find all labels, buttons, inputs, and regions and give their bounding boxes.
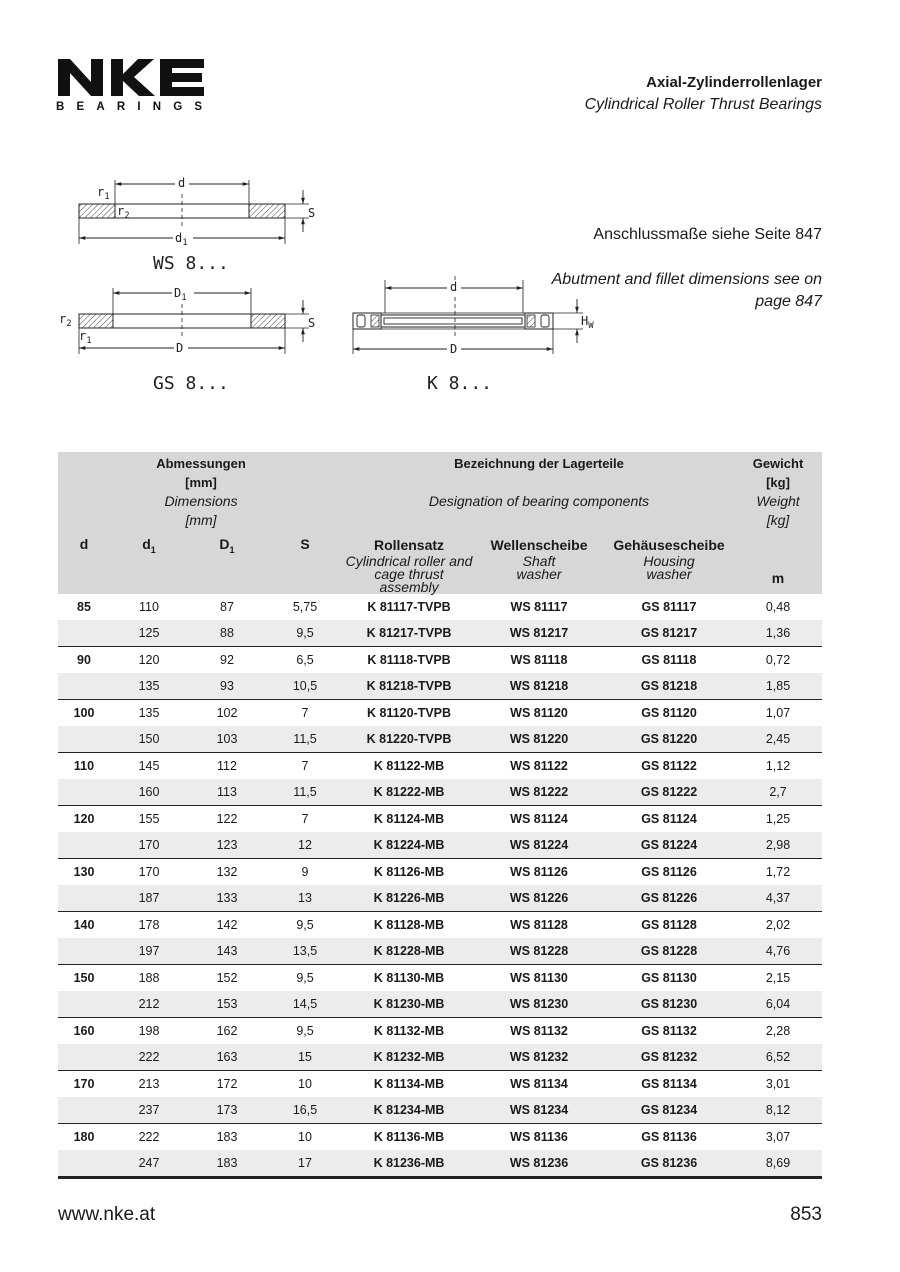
col-d1-cell: 178: [110, 912, 188, 939]
col-rollensatz-header: [344, 530, 474, 594]
col-weight-cell: 6,04: [734, 991, 822, 1018]
col-rollensatz-cell: K 81234-MB: [344, 1097, 474, 1124]
col-D1-cell: 132: [188, 859, 266, 886]
table-row: [58, 1071, 822, 1098]
col-rollensatz-cell: K 81130-MB: [344, 965, 474, 992]
nke-logo-mark: [56, 56, 206, 98]
col-wellenscheibe-cell: WS 81217: [474, 620, 604, 647]
svg-text:r1: [97, 185, 110, 202]
col-s-cell: 17: [266, 1150, 344, 1178]
table-row: [58, 832, 822, 859]
col-d-cell: 120: [58, 806, 110, 833]
col-d-cell: [58, 832, 110, 859]
ws-r1-label: r: [97, 185, 105, 199]
col-rollensatz-cell: K 81120-TVPB: [344, 700, 474, 727]
logo-subtitle: BEARINGS: [56, 101, 215, 113]
k-roller-band: [381, 315, 525, 327]
col-rollensatz-cell: K 81222-MB: [344, 779, 474, 806]
col-D1-cell: 113: [188, 779, 266, 806]
col-gehausescheibe-cell: GS 81136: [604, 1124, 734, 1151]
col-D1-cell: 152: [188, 965, 266, 992]
col-d-cell: [58, 885, 110, 912]
col-s-cell: 5,75: [292, 600, 318, 614]
col-gehausescheibe-header: [604, 530, 734, 594]
weight-de-unit: [kg]: [766, 475, 790, 490]
col-d1-cell: 198: [110, 1018, 188, 1045]
col-wellenscheibe-cell: WS 81230: [474, 991, 604, 1018]
col-gehausescheibe-cell: GS 81217: [604, 620, 734, 647]
col-s-cell: 9,5: [266, 965, 344, 992]
col-D1-cell: 163: [188, 1044, 266, 1071]
wellenscheibe-de: Wellenscheibe: [490, 537, 588, 553]
k-roller-assembly-drawing: [353, 276, 594, 394]
table-row: [58, 912, 822, 939]
col-wellenscheibe-cell: WS 81126: [474, 859, 604, 886]
gs-washer-hatch-left: [79, 314, 113, 328]
col-wellenscheibe-cell: WS 81220: [474, 726, 604, 753]
table-row: [58, 700, 822, 727]
ws-d1-subscript: 1: [182, 238, 188, 248]
col-d1-cell: 135: [110, 700, 188, 727]
col-rollensatz-cell: K 81118-TVPB: [344, 647, 474, 674]
col-s-cell: 7: [266, 753, 344, 780]
col-rollensatz-cell: K 81136-MB: [344, 1124, 474, 1151]
dimensions-de: Abmessungen: [156, 456, 246, 471]
col-d-cell: 130: [58, 859, 110, 886]
col-d-cell: [58, 1097, 110, 1124]
col-wellenscheibe-cell: WS 81224: [474, 832, 604, 859]
col-rollensatz-cell: K 81128-MB: [344, 912, 474, 939]
col-D1-header: [188, 530, 266, 594]
col-s-cell: 9: [266, 859, 344, 886]
col-rollensatz-cell: K 81230-MB: [344, 991, 474, 1018]
col-gehausescheibe-cell: GS 81232: [604, 1044, 734, 1071]
col-d-cell: 170: [58, 1071, 110, 1098]
col-weight-cell: 2,45: [734, 726, 822, 753]
col-S-header: S: [266, 530, 344, 594]
col-wellenscheibe-cell: WS 81128: [474, 912, 604, 939]
col-rollensatz-cell: K 81226-MB: [344, 885, 474, 912]
col-d1-label: d: [142, 536, 151, 552]
col-d-cell: 90: [58, 647, 110, 674]
col-d-cell: 110: [58, 753, 110, 780]
col-weight-cell: 8,69: [734, 1150, 822, 1178]
table-row: [58, 620, 822, 647]
col-weight-cell: 0,48: [765, 600, 791, 614]
col-gehausescheibe-cell: GS 81228: [604, 938, 734, 965]
col-rollensatz-cell: K 81228-MB: [344, 938, 474, 965]
ws-r2-label: r: [117, 204, 125, 218]
col-wellenscheibe-cell: WS 81136: [474, 1124, 604, 1151]
col-wellenscheibe-cell: WS 81232: [474, 1044, 604, 1071]
col-wellenscheibe-cell: WS 81124: [474, 806, 604, 833]
dimensions-group-header: [58, 452, 344, 530]
col-weight-cell: 1,07: [734, 700, 822, 727]
col-gehausescheibe-cell: GS 81122: [604, 753, 734, 780]
gs-r2-subscript: 2: [66, 319, 72, 329]
table-row: [58, 779, 822, 806]
gs-housing-washer-drawing: [59, 285, 315, 394]
col-d1-cell: 160: [110, 779, 188, 806]
table-row: [58, 885, 822, 912]
col-D1-cell: 123: [188, 832, 266, 859]
col-d1-subscript: 1: [150, 544, 156, 555]
table-row: [58, 1124, 822, 1151]
col-weight-cell: 0,72: [734, 647, 822, 674]
col-D1-cell: 142: [188, 912, 266, 939]
col-rollensatz-cell: K 81126-MB: [344, 859, 474, 886]
col-wellenscheibe-cell: WS 81118: [474, 647, 604, 674]
col-weight-cell: 1,36: [734, 620, 822, 647]
col-d1-cell: 110: [139, 600, 159, 614]
col-s-cell: 9,5: [266, 620, 344, 647]
svg-text:r2: [59, 312, 72, 329]
col-d1-cell: 237: [110, 1097, 188, 1124]
col-weight-cell: 8,12: [734, 1097, 822, 1124]
table-row: [58, 965, 822, 992]
col-rollensatz-cell: K 81134-MB: [344, 1071, 474, 1098]
gs-D-label: D: [176, 341, 184, 355]
table-row: [58, 1018, 822, 1045]
gs-caption: GS 8...: [153, 373, 229, 394]
gs-D1-subscript: 1: [181, 293, 187, 303]
col-weight-cell: 1,25: [734, 806, 822, 833]
col-wellenscheibe-cell: WS 81117: [510, 600, 568, 614]
ws-r1-subscript: 1: [104, 192, 110, 202]
col-gehausescheibe-cell: GS 81236: [604, 1150, 734, 1178]
col-gehausescheibe-cell: GS 81132: [604, 1018, 734, 1045]
col-D1-cell: 92: [188, 647, 266, 674]
col-d-cell: 180: [58, 1124, 110, 1151]
table-row: [58, 1097, 822, 1124]
col-weight-cell: 1,85: [734, 673, 822, 700]
col-D1-cell: 112: [188, 753, 266, 780]
col-d-cell: 100: [58, 700, 110, 727]
svg-text:r1: [79, 329, 92, 346]
col-gehausescheibe-cell: GS 81226: [604, 885, 734, 912]
col-gehausescheibe-cell: GS 81126: [604, 859, 734, 886]
col-gehausescheibe-cell: GS 81117: [641, 600, 697, 614]
col-wellenscheibe-cell: WS 81218: [474, 673, 604, 700]
col-gehausescheibe-cell: GS 81220: [604, 726, 734, 753]
col-weight-cell: 2,15: [734, 965, 822, 992]
col-D1-cell: 143: [188, 938, 266, 965]
col-s-cell: 12: [266, 832, 344, 859]
col-D1-cell: 172: [188, 1071, 266, 1098]
col-d1-cell: 188: [110, 965, 188, 992]
col-weight-cell: 2,7: [734, 779, 822, 806]
col-d1-cell: 222: [110, 1124, 188, 1151]
gs-s-label: S: [308, 316, 316, 330]
col-wellenscheibe-cell: WS 81132: [474, 1018, 604, 1045]
col-weight-cell: 6,52: [734, 1044, 822, 1071]
col-d1-cell: 187: [110, 885, 188, 912]
col-d1-cell: 213: [110, 1071, 188, 1098]
table-row: [58, 753, 822, 780]
col-D1-cell: 183: [188, 1124, 266, 1151]
col-d1-cell: 145: [110, 753, 188, 780]
col-wellenscheibe-cell: WS 81122: [474, 753, 604, 780]
table-row: [58, 991, 822, 1018]
col-d-cell: [58, 726, 110, 753]
col-rollensatz-cell: K 81220-TVPB: [344, 726, 474, 753]
col-d1-cell: 135: [110, 673, 188, 700]
col-d1-header: [110, 530, 188, 594]
col-rollensatz-cell: K 81218-TVPB: [344, 673, 474, 700]
weight-en-unit: [kg]: [766, 512, 790, 528]
col-D1-cell: 88: [188, 620, 266, 647]
table-row: [58, 806, 822, 833]
col-wellenscheibe-cell: WS 81130: [474, 965, 604, 992]
rollensatz-en-1: Cylindrical roller and: [345, 553, 473, 569]
col-D1-cell: 133: [188, 885, 266, 912]
col-D1-subscript: 1: [229, 544, 235, 555]
col-d1-cell: 150: [110, 726, 188, 753]
table-body: [58, 594, 822, 1178]
col-gehausescheibe-cell: GS 81218: [604, 673, 734, 700]
dimensions-en-unit: [mm]: [185, 512, 217, 528]
ws-d1-label: d: [175, 231, 183, 245]
ws-d-label: d: [178, 176, 186, 190]
col-s-cell: 16,5: [266, 1097, 344, 1124]
col-D1-cell: 122: [188, 806, 266, 833]
col-weight-cell: 4,76: [734, 938, 822, 965]
col-rollensatz-cell: K 81122-MB: [344, 753, 474, 780]
col-D1-cell: 93: [188, 673, 266, 700]
ws-washer-hatch-left: [79, 204, 115, 218]
dimensions-de-unit: [mm]: [185, 475, 217, 490]
weight-en: Weight: [756, 493, 800, 509]
col-d1-cell: 170: [110, 832, 188, 859]
rollensatz-en-2: cage thrust assembly: [374, 566, 444, 595]
title-english: Cylindrical Roller Thrust Bearings: [584, 96, 822, 113]
dimensions-en: Dimensions: [164, 493, 238, 509]
ws-washer-hatch-right: [249, 204, 285, 218]
col-d1-cell: 155: [110, 806, 188, 833]
col-d-cell: [58, 938, 110, 965]
k-d-label: d: [450, 280, 458, 294]
gehausescheibe-en-1: Housing: [643, 553, 695, 569]
col-d-cell: 140: [58, 912, 110, 939]
col-s-cell: 9,5: [266, 1018, 344, 1045]
gs-r2-label: r: [59, 312, 67, 326]
col-s-cell: 13,5: [266, 938, 344, 965]
wellenscheibe-en-1: Shaft: [522, 553, 556, 569]
col-D1-cell: 103: [188, 726, 266, 753]
col-gehausescheibe-cell: GS 81224: [604, 832, 734, 859]
bearing-spec-table: [58, 452, 822, 1179]
col-rollensatz-cell: K 81124-MB: [344, 806, 474, 833]
rollensatz-de: Rollensatz: [374, 537, 445, 553]
col-rollensatz-cell: K 81232-MB: [344, 1044, 474, 1071]
col-d1-cell: 197: [110, 938, 188, 965]
nke-logo: [56, 56, 215, 113]
col-s-cell: 11,5: [266, 726, 344, 753]
abutment-note-english: Abutment and fillet dimensions see on page 847: [551, 271, 822, 310]
gehausescheibe-de: Gehäusescheibe: [613, 537, 725, 553]
ws-shaft-washer-drawing: [79, 176, 315, 274]
col-d1-cell: 170: [110, 859, 188, 886]
col-d-header: d: [58, 530, 110, 594]
col-weight-cell: 3,07: [734, 1124, 822, 1151]
col-d-cell: [58, 673, 110, 700]
designation-de: Bezeichnung der Lagerteile: [454, 456, 624, 471]
gehausescheibe-en-2: washer: [646, 566, 692, 582]
col-gehausescheibe-cell: GS 81230: [604, 991, 734, 1018]
col-s-cell: 10,5: [266, 673, 344, 700]
col-D1-cell: 173: [188, 1097, 266, 1124]
col-rollensatz-cell: K 81224-MB: [344, 832, 474, 859]
col-D1-cell: 183: [188, 1150, 266, 1178]
col-d-cell: [58, 1044, 110, 1071]
table-header-groups: [58, 452, 822, 530]
footer-url: www.nke.at: [58, 1204, 156, 1225]
weight-group-header: [734, 452, 822, 530]
col-gehausescheibe-cell: GS 81134: [604, 1071, 734, 1098]
col-d-cell: [58, 1150, 110, 1178]
ws-caption: WS 8...: [153, 253, 229, 274]
col-gehausescheibe-cell: GS 81130: [604, 965, 734, 992]
table-row: [58, 1150, 822, 1178]
col-s-cell: 15: [266, 1044, 344, 1071]
abutment-note-german: Anschlussmaße siehe Seite 847: [593, 226, 822, 243]
table-header-columns: [58, 530, 822, 594]
col-s-cell: 7: [266, 806, 344, 833]
col-d1-cell: 247: [110, 1150, 188, 1178]
col-wellenscheibe-header: [474, 530, 604, 594]
k-hw-label: H: [581, 314, 589, 328]
col-D1-cell: 153: [188, 991, 266, 1018]
ws-s-label: S: [308, 206, 316, 220]
title-german: Axial-Zylinderrollenlager: [646, 74, 822, 91]
designation-en: Designation of bearing components: [428, 493, 650, 509]
k-hw-subscript: W: [588, 321, 594, 331]
col-D1-cell: 162: [188, 1018, 266, 1045]
table-row: [58, 859, 822, 886]
table-row: [58, 938, 822, 965]
k-D-label: D: [450, 342, 458, 356]
col-wellenscheibe-cell: WS 81236: [474, 1150, 604, 1178]
col-d-cell: 160: [58, 1018, 110, 1045]
gs-D1-label: D: [174, 286, 182, 300]
col-d-cell: 150: [58, 965, 110, 992]
col-d1-cell: 222: [110, 1044, 188, 1071]
col-wellenscheibe-cell: WS 81120: [474, 700, 604, 727]
col-gehausescheibe-cell: GS 81128: [604, 912, 734, 939]
table-row: [58, 673, 822, 700]
col-gehausescheibe-cell: GS 81222: [604, 779, 734, 806]
k-caption: K 8...: [427, 373, 493, 394]
col-weight-cell: 2,28: [734, 1018, 822, 1045]
col-d-cell: 85: [77, 600, 91, 614]
col-weight-cell: 1,72: [734, 859, 822, 886]
col-rollensatz-cell: K 81132-MB: [344, 1018, 474, 1045]
col-m-header: m: [734, 530, 822, 594]
gs-r1-label: r: [79, 329, 87, 343]
col-d1-cell: 125: [110, 620, 188, 647]
col-rollensatz-cell: K 81217-TVPB: [344, 620, 474, 647]
table-row: [58, 726, 822, 753]
page-number: 853: [790, 1204, 822, 1225]
col-D1-cell: 102: [188, 700, 266, 727]
col-d-cell: [58, 620, 110, 647]
weight-de: Gewicht: [752, 456, 804, 471]
gs-washer-hatch-right: [251, 314, 285, 328]
col-D1-cell: 87: [220, 600, 234, 614]
col-s-cell: 7: [266, 700, 344, 727]
col-wellenscheibe-cell: WS 81226: [474, 885, 604, 912]
technical-drawing: [55, 168, 615, 398]
ws-r2-subscript: 2: [124, 211, 130, 221]
col-s-cell: 10: [266, 1071, 344, 1098]
col-rollensatz-cell: K 81117-TVPB: [367, 600, 451, 614]
col-s-cell: 14,5: [266, 991, 344, 1018]
col-s-cell: 11,5: [266, 779, 344, 806]
col-d1-cell: 212: [110, 991, 188, 1018]
col-weight-cell: 1,12: [734, 753, 822, 780]
col-wellenscheibe-cell: WS 81134: [474, 1071, 604, 1098]
col-weight-cell: 3,01: [734, 1071, 822, 1098]
col-wellenscheibe-cell: WS 81222: [474, 779, 604, 806]
col-s-cell: 13: [266, 885, 344, 912]
table-row: [58, 594, 822, 620]
wellenscheibe-en-2: washer: [516, 566, 562, 582]
col-rollensatz-cell: K 81236-MB: [344, 1150, 474, 1178]
svg-text:HW: [581, 314, 594, 331]
col-d-cell: [58, 991, 110, 1018]
col-wellenscheibe-cell: WS 81228: [474, 938, 604, 965]
col-s-cell: 10: [266, 1124, 344, 1151]
table-row: [58, 1044, 822, 1071]
col-gehausescheibe-cell: GS 81124: [604, 806, 734, 833]
col-d1-cell: 120: [110, 647, 188, 674]
col-weight-cell: 2,02: [734, 912, 822, 939]
col-wellenscheibe-cell: WS 81234: [474, 1097, 604, 1124]
col-d-cell: [58, 779, 110, 806]
col-D1-label: D: [219, 536, 230, 552]
col-gehausescheibe-cell: GS 81120: [604, 700, 734, 727]
col-weight-cell: 2,98: [734, 832, 822, 859]
page-title: [585, 72, 822, 116]
col-gehausescheibe-cell: GS 81118: [604, 647, 734, 674]
col-weight-cell: 4,37: [734, 885, 822, 912]
col-s-cell: 9,5: [266, 912, 344, 939]
col-gehausescheibe-cell: GS 81234: [604, 1097, 734, 1124]
gs-r1-subscript: 1: [86, 336, 92, 346]
table-row: [58, 647, 822, 674]
col-s-cell: 6,5: [266, 647, 344, 674]
designation-group-header: [344, 452, 734, 530]
